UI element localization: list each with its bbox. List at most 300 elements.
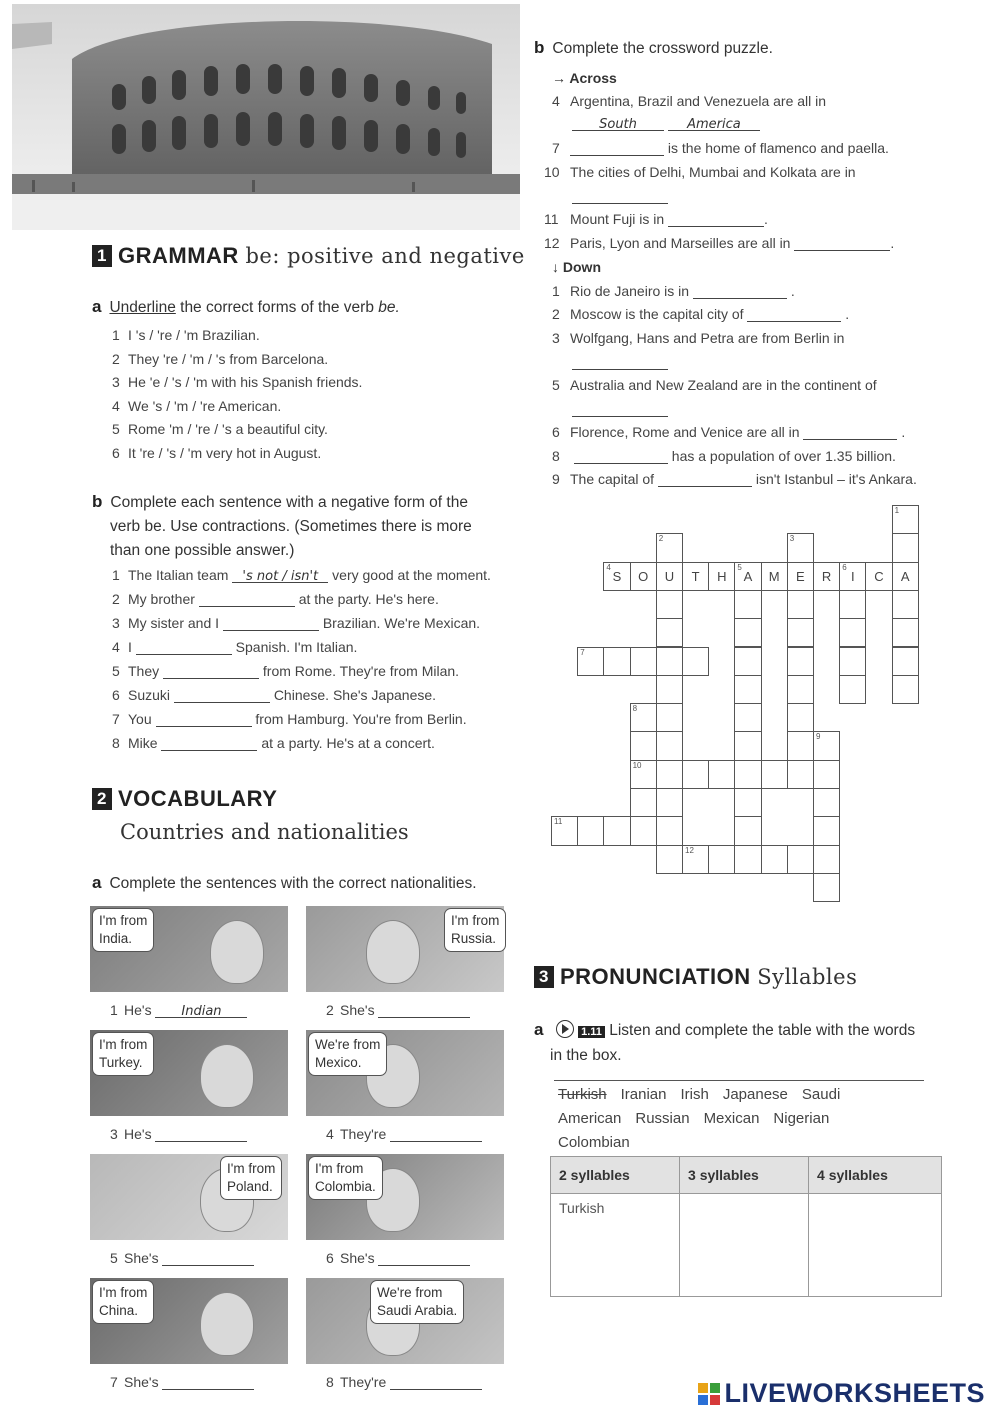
nationality-blank[interactable]: [390, 1128, 482, 1142]
cell-number: 6: [842, 562, 847, 572]
clue-before: Florence, Rome and Venice are all in: [570, 424, 800, 440]
section-number: 3: [534, 966, 554, 988]
grammar-heading: [92, 243, 525, 269]
cell-letter: T: [691, 568, 700, 584]
answer-blank[interactable]: [572, 403, 668, 417]
person-face: [210, 920, 264, 984]
answer-blank[interactable]: [574, 450, 668, 464]
nationality-blank[interactable]: [155, 1128, 247, 1142]
grammar-b-item: [112, 615, 480, 631]
crossword-cell[interactable]: [892, 675, 919, 704]
pronunciation-title: PRONUNCIATION: [560, 964, 751, 989]
answer-blank[interactable]: [794, 237, 890, 251]
cell-letter: M: [768, 568, 780, 584]
clue-number: 10: [544, 164, 560, 180]
grammar-b-item: [112, 567, 491, 583]
crossword-cell[interactable]: [787, 731, 814, 760]
grammar-a-item: [112, 421, 328, 437]
cell-letter: S: [612, 568, 622, 584]
clue-number: 6: [552, 424, 560, 440]
across-clue-11: [544, 211, 768, 227]
crossword-cell[interactable]: [682, 647, 709, 676]
grammar-b-item: [112, 687, 436, 703]
crossword-cell[interactable]: [839, 675, 866, 704]
crossword-cell[interactable]: [734, 675, 761, 704]
header-4-syllables: 4 syllables: [809, 1157, 942, 1194]
bubble-line-2: Colombia.: [315, 1179, 376, 1194]
clue-after: .: [890, 235, 895, 251]
grammar-b-item: [112, 591, 439, 607]
crossword-cell[interactable]: [682, 760, 709, 789]
cell-letter: A: [900, 568, 910, 584]
item-before: The Italian team: [128, 567, 229, 583]
caption-prompt: They're: [340, 1374, 387, 1390]
clue-number: 5: [552, 377, 560, 393]
speech-bubble: [308, 1032, 387, 1076]
header-3-syllables: 3 syllables: [680, 1157, 809, 1194]
crossword-cell[interactable]: [603, 816, 630, 845]
caption-number: 1: [110, 1002, 118, 1018]
crossword-cell[interactable]: [813, 816, 840, 845]
photo-caption: [110, 1250, 254, 1266]
speech-bubble: [92, 1032, 154, 1076]
crossword-cell[interactable]: [813, 845, 840, 874]
across-clue-10-blank: [572, 188, 668, 204]
crossword-cell[interactable]: [839, 618, 866, 647]
bubble-line-2: Russia.: [451, 931, 497, 946]
bubble-line-1: We're from: [315, 1037, 381, 1052]
item-after: Chinese. She's Japanese.: [273, 687, 437, 703]
crossword-cell[interactable]: [656, 760, 683, 789]
crossword-cell[interactable]: [787, 618, 814, 647]
clue-before: Wolfgang, Hans and Petra are from Berlin in: [570, 330, 845, 346]
caption-prompt: She's: [124, 1250, 159, 1266]
item-before: My sister and I: [128, 615, 220, 631]
liveworksheets-logo: [698, 1378, 985, 1409]
caption-number: 7: [110, 1374, 118, 1390]
item-after: at a party. He's at a concert.: [261, 735, 435, 751]
crossword-cell[interactable]: [813, 873, 840, 902]
grammar-a-item: [112, 445, 321, 461]
bubble-line-2: Saudi Arabia.: [377, 1303, 458, 1318]
crossword-cell[interactable]: [682, 562, 709, 591]
across-clue-10: [544, 164, 856, 180]
down-title: ↓ Down: [552, 259, 601, 275]
word-box-item: Nigerian: [773, 1110, 830, 1127]
cell-number: 9: [816, 732, 821, 742]
item-number: 8: [112, 735, 120, 751]
crossword-cell[interactable]: [839, 647, 866, 676]
crossword-cell[interactable]: [708, 760, 735, 789]
grammar-b-item: [112, 711, 467, 727]
caption-number: 2: [326, 1002, 334, 1018]
colosseum-photo: [12, 4, 520, 230]
answer-blank[interactable]: [223, 617, 319, 631]
speech-bubble: [308, 1156, 383, 1200]
answer-blank[interactable]: [658, 473, 752, 487]
word-box-item: Colombian: [558, 1134, 630, 1151]
caption-prompt: She's: [124, 1374, 159, 1390]
vocabulary-heading: [92, 786, 277, 812]
answer-blank[interactable]: [572, 190, 668, 204]
item-text[interactable]: We 's / 'm / 're American.: [128, 397, 282, 414]
item-after: very good at the moment.: [332, 567, 491, 583]
crossword-cell[interactable]: [734, 590, 761, 619]
nationality-blank[interactable]: [378, 1004, 470, 1018]
photo-caption: [326, 1374, 482, 1390]
item-number: 4: [112, 639, 120, 655]
item-number: 4: [112, 397, 120, 414]
item-before: Mike: [128, 735, 158, 751]
crossword-cell[interactable]: [892, 590, 919, 619]
bubble-line-1: I'm from: [99, 1285, 148, 1300]
word-box-item: Japanese: [722, 1086, 788, 1103]
grammar-b-instruction: b Complete each sentence with a negative form of the verb be. Use contractions. (Sometimes there is more than one possible answer.): [92, 492, 472, 559]
crossword-cell[interactable]: [734, 703, 761, 732]
crossword-cell[interactable]: [761, 760, 788, 789]
item-text[interactable]: I 's / 're / 'm Brazilian.: [128, 327, 260, 343]
down-clue-1: [552, 283, 795, 299]
caption-number: 4: [326, 1126, 334, 1142]
item-number: 3: [112, 374, 120, 391]
pronunciation-subtitle: Syllables: [757, 965, 858, 989]
photo-caption: [326, 1002, 470, 1018]
answer-blank[interactable]: [693, 285, 787, 299]
bubble-line-1: I'm from: [99, 913, 148, 928]
clue-after: has a population of over 1.35 billion.: [671, 448, 896, 464]
photo-caption: [110, 1374, 254, 1390]
down-clue-8: [552, 448, 896, 464]
crossword-cell[interactable]: [630, 816, 657, 845]
photo-caption: [110, 1002, 247, 1018]
crossword-cell[interactable]: [787, 760, 814, 789]
caption-prompt: She's: [340, 1002, 375, 1018]
bubble-line-1: We're from: [377, 1285, 443, 1300]
down-clue-6: [552, 424, 905, 440]
clue-after: is the home of flamenco and paella.: [667, 140, 889, 156]
photo-caption: [326, 1250, 470, 1266]
cell-letter: E: [796, 568, 805, 584]
crossword-cell[interactable]: [734, 845, 761, 874]
bubble-line-1: I'm from: [227, 1161, 276, 1176]
clue-before: Paris, Lyon and Marseilles are all in: [570, 235, 791, 251]
item-number: 6: [112, 687, 120, 703]
item-number: 5: [112, 663, 120, 679]
clue-before: Mount Fuji is in: [570, 211, 665, 227]
cell-letter: H: [717, 568, 727, 584]
crossword-cell[interactable]: [813, 562, 840, 591]
crossword-cell[interactable]: [787, 590, 814, 619]
across-title: → Across: [552, 70, 617, 86]
photo-caption: [326, 1126, 482, 1142]
clue-before: The cities of Delhi, Mumbai and Kolkata are in: [570, 164, 856, 180]
down-clue-3-blank: [572, 354, 668, 370]
section-number: 1: [92, 245, 112, 267]
clue-number: 11: [544, 211, 559, 227]
cell-number: 11: [554, 817, 563, 827]
crossword-cell[interactable]: [892, 562, 919, 591]
cell-number: 1: [894, 506, 900, 515]
crossword-cell[interactable]: [787, 533, 814, 562]
clue-number: 4: [552, 93, 560, 109]
grammar-b-item: [112, 735, 435, 751]
crossword-cell[interactable]: [656, 703, 683, 732]
item-text[interactable]: They 're / 'm / 's from Barcelona.: [128, 350, 329, 367]
clue-after: .: [845, 306, 850, 322]
crossword-cell[interactable]: [708, 845, 735, 874]
cell-2-syllables[interactable]: Turkish: [551, 1194, 680, 1297]
item-number: 5: [112, 421, 120, 438]
crossword-cell[interactable]: [656, 533, 683, 562]
word-box-item: Saudi: [801, 1086, 841, 1103]
item-text[interactable]: He 'e / 's / 'm with his Spanish friends.: [128, 374, 363, 391]
speech-bubble: [92, 908, 154, 952]
answer-blank[interactable]: [747, 308, 841, 322]
across-clue-12: [544, 235, 894, 251]
cell-number: 12: [685, 845, 694, 855]
caption-number: 8: [326, 1374, 334, 1390]
crossword-cell[interactable]: [761, 845, 788, 874]
item-number: 1: [112, 567, 120, 583]
answer-blank[interactable]: [199, 593, 295, 607]
answer-blank[interactable]: [163, 665, 259, 679]
item-after: from Rome. They're from Milan.: [262, 663, 460, 679]
crossword-cell[interactable]: [682, 845, 709, 874]
crossword-cell[interactable]: [734, 816, 761, 845]
item-before: My brother: [128, 591, 195, 607]
item-before: You: [128, 711, 152, 727]
clue-after: .: [764, 211, 768, 227]
nationality-blank[interactable]: [162, 1252, 254, 1266]
cell-letter: R: [821, 568, 832, 584]
crossword-cell[interactable]: [656, 618, 683, 647]
crossword-cell[interactable]: [656, 788, 683, 817]
cell-number: 3: [789, 534, 795, 544]
crossword-cell[interactable]: [656, 731, 683, 760]
grammar-subtitle: be: positive and negative: [245, 244, 525, 268]
crossword-cell[interactable]: [603, 562, 630, 591]
bubble-line-1: I'm from: [315, 1161, 364, 1176]
crossword-cell[interactable]: [734, 788, 761, 817]
crossword-cell[interactable]: [761, 562, 788, 591]
crossword-cell[interactable]: [630, 788, 657, 817]
crossword-cell[interactable]: [656, 816, 683, 845]
logo-text: LIVEWORKSHEETS: [724, 1378, 985, 1408]
word-box-item: Russian: [635, 1110, 690, 1127]
down-clue-5: [552, 377, 877, 393]
crossword-cell[interactable]: [813, 731, 840, 760]
item-number: 2: [112, 591, 120, 607]
crossword-cell[interactable]: [656, 590, 683, 619]
crossword-cell[interactable]: [656, 562, 683, 591]
item-text[interactable]: It 're / 's / 'm very hot in August.: [128, 445, 322, 461]
word-box-item: Iranian: [620, 1086, 667, 1103]
crossword-cell[interactable]: [734, 618, 761, 647]
answer-blank[interactable]: [136, 641, 232, 655]
grammar-a-item: [112, 374, 362, 390]
crossword-cell[interactable]: [577, 816, 604, 845]
across-clue-4-answer: [572, 115, 760, 131]
cell-number: 7: [580, 647, 585, 657]
photo-caption: [110, 1126, 247, 1142]
grammar-a-instruction: a Underline the correct forms of the verb be.: [92, 297, 400, 316]
crossword-cell[interactable]: [734, 647, 761, 676]
item-after: from Hamburg. You're from Berlin.: [255, 711, 467, 727]
crossword-cell[interactable]: [630, 760, 657, 789]
crossword-cell[interactable]: [813, 760, 840, 789]
vocabulary-a-instruction: a Complete the sentences with the correct nationalities.: [92, 873, 477, 892]
crossword-cell[interactable]: [603, 647, 630, 676]
grammar-a-item: [112, 398, 281, 414]
cell-letter: C: [874, 568, 884, 584]
crossword-cell[interactable]: [577, 647, 604, 676]
crossword-cell[interactable]: [892, 618, 919, 647]
crossword-cell[interactable]: [630, 703, 657, 732]
answer-blank[interactable]: 's not / isn't: [232, 569, 328, 583]
crossword-cell[interactable]: [734, 760, 761, 789]
item-number: 2: [112, 350, 120, 367]
item-after: Spanish. I'm Italian.: [235, 639, 358, 655]
clue-after: .: [790, 283, 795, 299]
crossword-cell[interactable]: [734, 731, 761, 760]
audio-icon[interactable]: [556, 1020, 574, 1038]
cell-letter: I: [850, 568, 855, 584]
header-2-syllables: 2 syllables: [551, 1157, 680, 1194]
clue-after: .: [901, 424, 906, 440]
answer-blank[interactable]: [156, 713, 252, 727]
cell-number: 4: [606, 562, 611, 572]
crossword-cell[interactable]: [787, 562, 814, 591]
cell-number: 8: [632, 704, 638, 714]
crossword-cell[interactable]: [892, 505, 919, 534]
clue-number: 7: [552, 140, 560, 156]
caption-prompt: They're: [340, 1126, 387, 1142]
cell-3-syllables[interactable]: [680, 1194, 809, 1297]
cell-number: 5: [737, 562, 742, 572]
answer-blank[interactable]: [570, 142, 664, 156]
clue-number: 1: [552, 283, 560, 299]
cell-letter: U: [664, 568, 675, 584]
crossword-cell[interactable]: [839, 590, 866, 619]
cell-4-syllables[interactable]: [809, 1194, 942, 1297]
answer-blank[interactable]: [174, 689, 270, 703]
crossword-cell[interactable]: [551, 816, 578, 845]
crossword-cell[interactable]: [787, 703, 814, 732]
item-after: at the party. He's here.: [298, 591, 439, 607]
crossword-cell[interactable]: [656, 845, 683, 874]
syllables-table: [550, 1156, 942, 1297]
pronunciation-heading: [534, 964, 857, 990]
bubble-line-2: China.: [99, 1303, 139, 1318]
clue-before: The capital of: [570, 471, 655, 487]
cell-letter: O: [638, 568, 649, 584]
clue-before: Australia and New Zealand are in the continent of: [570, 377, 877, 393]
answer-blank[interactable]: [572, 356, 668, 370]
nationality-blank[interactable]: [162, 1376, 254, 1390]
clue-number: 2: [552, 306, 560, 322]
crossword-instruction: b Complete the crossword puzzle.: [534, 38, 773, 57]
item-before: They: [128, 663, 160, 679]
crossword-cell[interactable]: [787, 675, 814, 704]
answer-blank[interactable]: [161, 737, 257, 751]
crossword-cell[interactable]: [656, 675, 683, 704]
down-clue-9: [552, 471, 917, 487]
crossword-cell[interactable]: [865, 562, 892, 591]
clue-before: Moscow is the capital city of: [570, 306, 744, 322]
person-face: [200, 1044, 254, 1108]
cell-number: 10: [632, 760, 642, 770]
answer-america[interactable]: America: [668, 117, 760, 131]
item-number: 7: [112, 711, 120, 727]
crossword-cell[interactable]: [892, 533, 919, 562]
crossword-cell[interactable]: [734, 562, 761, 591]
speech-bubble: [220, 1156, 282, 1200]
vocabulary-subtitle: Countries and nationalities: [120, 820, 409, 844]
crossword-cell[interactable]: [787, 845, 814, 874]
bubble-line-2: Mexico.: [315, 1055, 362, 1070]
clue-number: 12: [544, 235, 560, 251]
crossword-cell[interactable]: [630, 647, 657, 676]
word-box-item: American: [558, 1110, 622, 1127]
crossword-cell[interactable]: [787, 647, 814, 676]
crossword-cell[interactable]: [630, 731, 657, 760]
word-box-item: Mexican: [703, 1110, 760, 1127]
down-clue-3: [552, 330, 844, 346]
caption-prompt: He's: [124, 1002, 152, 1018]
clue-number: 3: [552, 330, 560, 346]
caption-prompt: He's: [124, 1126, 152, 1142]
person-face: [366, 920, 420, 984]
crossword-cell[interactable]: [656, 647, 683, 676]
crossword-cell[interactable]: [630, 562, 657, 591]
crossword-cell[interactable]: [813, 788, 840, 817]
item-after: Brazilian. We're Mexican.: [322, 615, 481, 631]
answer-blank[interactable]: [803, 426, 897, 440]
bubble-line-2: India.: [99, 931, 133, 946]
grammar-a-item: [112, 351, 328, 367]
bubble-line-1: I'm from: [451, 913, 500, 928]
track-number: 1.11: [578, 1026, 605, 1038]
answer-south[interactable]: South: [572, 117, 664, 131]
crossword-cell[interactable]: [708, 562, 735, 591]
crossword-cell[interactable]: [839, 562, 866, 591]
caption-number: 5: [110, 1250, 118, 1266]
vocabulary-title: VOCABULARY: [118, 786, 278, 811]
crossword-cell[interactable]: [892, 647, 919, 676]
word-box-item: Turkish: [558, 1086, 607, 1103]
bubble-line-2: Turkey.: [99, 1055, 143, 1070]
grammar-b-item: [112, 639, 357, 655]
word-box-item: Irish: [680, 1086, 709, 1103]
across-clue-7: [552, 140, 889, 156]
clue-text: Argentina, Brazil and Venezuela are all in: [570, 93, 827, 109]
item-number: 1: [112, 327, 120, 343]
caption-prompt: She's: [340, 1250, 375, 1266]
nationality-blank[interactable]: Indian: [155, 1004, 247, 1018]
bubble-line-1: I'm from: [99, 1037, 148, 1052]
nationality-blank[interactable]: [378, 1252, 470, 1266]
item-text[interactable]: Rome 'm / 're / 's a beautiful city.: [128, 421, 328, 438]
clue-after: isn't Istanbul – it's Ankara.: [755, 471, 917, 487]
item-before: I: [128, 639, 132, 655]
cell-letter: A: [743, 568, 753, 584]
cell-number: 2: [658, 534, 664, 544]
answer-blank[interactable]: [668, 213, 764, 227]
clue-number: 8: [552, 448, 560, 464]
speech-bubble: [92, 1280, 154, 1324]
nationality-blank[interactable]: [390, 1376, 482, 1390]
item-number: 6: [112, 445, 120, 461]
